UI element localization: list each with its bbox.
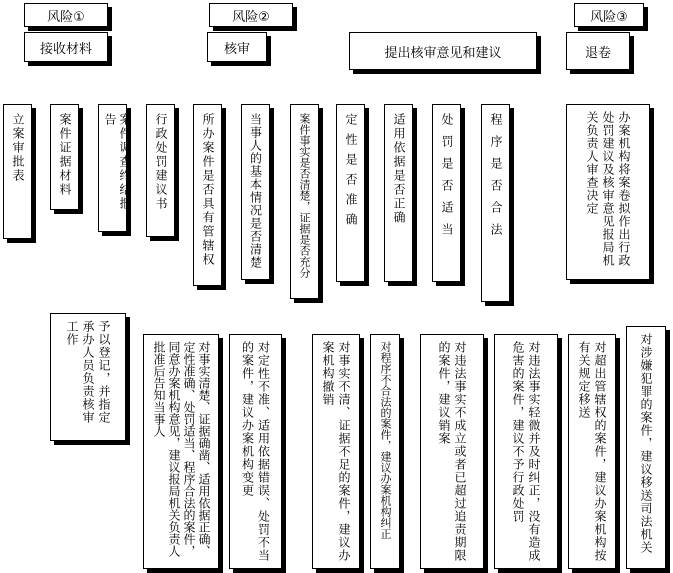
stage-return-file: 退卷 <box>566 32 630 70</box>
review-item-penalty: 处罚是否适当 <box>432 104 461 282</box>
risk-label-3: 风险③ <box>574 3 644 27</box>
return-file-decision: 办案机构将案卷拟作出行政处罚建议及核审意见报局机关负责人审查决定 <box>566 104 650 280</box>
opinion-transfer-judicial: 对涉嫌犯罪的案件，建议移送司法机关 <box>626 326 666 569</box>
risk-label-1: 风险① <box>24 3 108 27</box>
review-item-facts-evidence: 案件事实是否清楚，证据是否充分 <box>290 104 319 299</box>
review-item-legal-basis: 适用依据是否正确 <box>384 104 413 282</box>
stage-review: 核审 <box>207 32 267 62</box>
opinion-revoke: 对事实不清、证据不足的案件，建议办案机构撤销 <box>312 334 360 569</box>
opinion-correct-procedure: 对程序不合法的案件，建议办案机构纠正 <box>370 334 400 569</box>
receive-item-investigation-report: 案件调查终结报告 <box>98 104 127 232</box>
opinion-approve: 对事实清楚、证据确凿、适用依据正确、定性准确、处罚适当、程序合法的案件，同意办案机构意见，建议报局机关负责人批准后告知当事人 <box>143 334 219 569</box>
review-item-jurisdiction: 所办案件是否具有管辖权 <box>193 104 222 286</box>
opinion-change: 对定性不准、适用依据错误、处罚不当的案件，建议办案机构变更 <box>229 334 282 569</box>
receive-item-approval-form: 立案审批表 <box>3 104 32 239</box>
opinion-no-penalty: 对违法事实轻微并及时纠正，没有造成危害的案件，建议不予行政处罚 <box>494 334 558 569</box>
review-item-classification: 定性是否准确 <box>336 104 365 282</box>
review-item-procedure: 程序是否合法 <box>481 104 510 302</box>
stage-opinions: 提出核审意见和建议 <box>349 32 537 70</box>
risk-label-2: 风险② <box>209 3 293 27</box>
registration-note: 予以登记，并指定承办人员负责核审工作 <box>50 313 126 441</box>
receive-item-penalty-proposal: 行政处罚建议书 <box>146 104 175 237</box>
stage-receive-materials: 接收材料 <box>24 32 108 62</box>
review-item-party-info: 当事人的基本情况是否清楚 <box>241 104 270 280</box>
opinion-transfer-jurisdiction: 对超出管辖权的案件，建议办案机构按有关规定移送 <box>568 334 616 569</box>
opinion-close-case: 对违法事实不成立或者已超过追责期限的案件，建议销案 <box>420 334 484 569</box>
receive-item-evidence: 案件证据材料 <box>50 104 79 210</box>
